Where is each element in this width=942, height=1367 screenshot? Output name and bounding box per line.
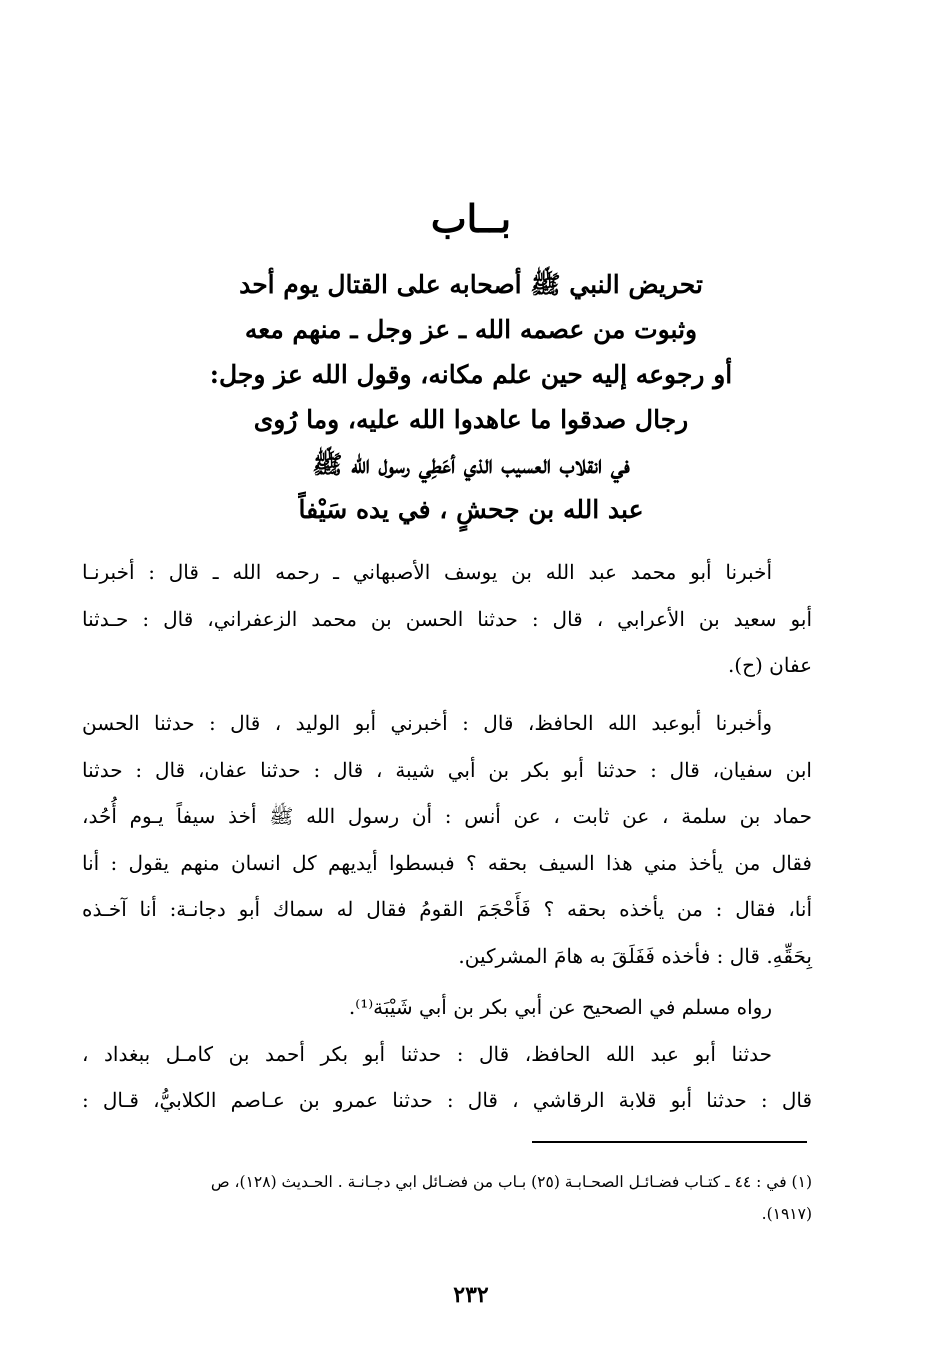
chapter-heading: بــاب (430, 196, 512, 241)
text-line: حماد بن سلمة ، عن ثابت ، عن أنس : أن رسول الله ﷺ أخذ سيفاً يـوم أُحُد، (82, 804, 812, 828)
text-line: قال : حدثنا أبو قلابة الرقاشي ، قال : حدثنا عمرو بن عـاصم الكلابيُّ، قـال : (82, 1088, 812, 1112)
title-line: أو رجوعه إليه حين علم مكانه، وقول الله عز وجل: (209, 360, 733, 389)
text-line: فقال من يأخذ مني هذا السيف بحقه ؟ فبسطوا أيديهم كل انسان منهم يقول : أنا (82, 850, 812, 875)
text-line: أخبرنا أبو محمد عبد الله بن يوسف الأصبهاني ـ رحمه الله ـ قال : أخبرنـا (82, 560, 772, 584)
footnote-divider (532, 1141, 807, 1143)
text-line: بِحَقِّهِ. قال : فأخذه فَفَلَقَ به هامَ المشركين. (458, 943, 812, 968)
title-line: في انقلاب العسيب الذي أعَطِي رسول الله ﷺ (312, 450, 630, 479)
text-line: ابن سفيان، قال : حدثنا أبو بكر بن أبي شيبة ، قال : حدثنا عفان، قال : حدثنا (82, 757, 812, 782)
paragraph-isnad-1 (82, 549, 812, 689)
title-line: عبد الله بن جحشٍ ، في يده سَيْفاً (298, 495, 644, 524)
title-line: رجال صدقوا ما عاهدوا الله عليه، وما رُوى (253, 405, 689, 434)
page-number: ٢٣٢ (453, 1282, 489, 1308)
paragraph-riwaya (82, 984, 812, 1124)
text-line: أبو سعيد بن الأعرابي ، قال : حدثنا الحسن بن محمد الزعفراني، قال : حـدثنا (82, 606, 812, 631)
footnote-line: (١) في : ٤٤ ـ كتـاب فضـائـل الصحـابـة (٢٥) بـاب من فضـائل ابي دجـانـة . الحـديث (١٢٨)، ص (210, 1173, 812, 1191)
paragraph-hadith (82, 700, 812, 979)
text-line: وأخبرنا أبوعبد الله الحافظ، قال : أخبرني أبو الوليد ، قال : حدثنا الحسن (82, 711, 772, 735)
footnote (82, 1166, 812, 1230)
title-line: تحريض النبي ﷺ أصحابه على القتال يوم أحد (239, 270, 703, 299)
text-line: رواه مسلم في الصحيح عن أبي بكر بن أبي شَيْبَة⁽¹⁾. (348, 995, 772, 1019)
title-line: وثبوت من عصمه الله ـ عز وجل ـ منهم معه (244, 315, 698, 344)
text-line: أنا، فقال : من يأخذه بحقه ؟ فَأَحْجَمَ القومُ فقال له سماك أبو دجانـة: أنا آخـذه (82, 897, 812, 921)
text-line: حدثنا أبو عبد الله الحافظ، قال : حدثنا أبو بكر أحمد بن كامـل ببغداد ، (82, 1041, 772, 1066)
footnote-line: (١٩١٧). (761, 1205, 812, 1223)
chapter-title (120, 262, 822, 532)
text-line: عفان (ح). (727, 653, 812, 677)
